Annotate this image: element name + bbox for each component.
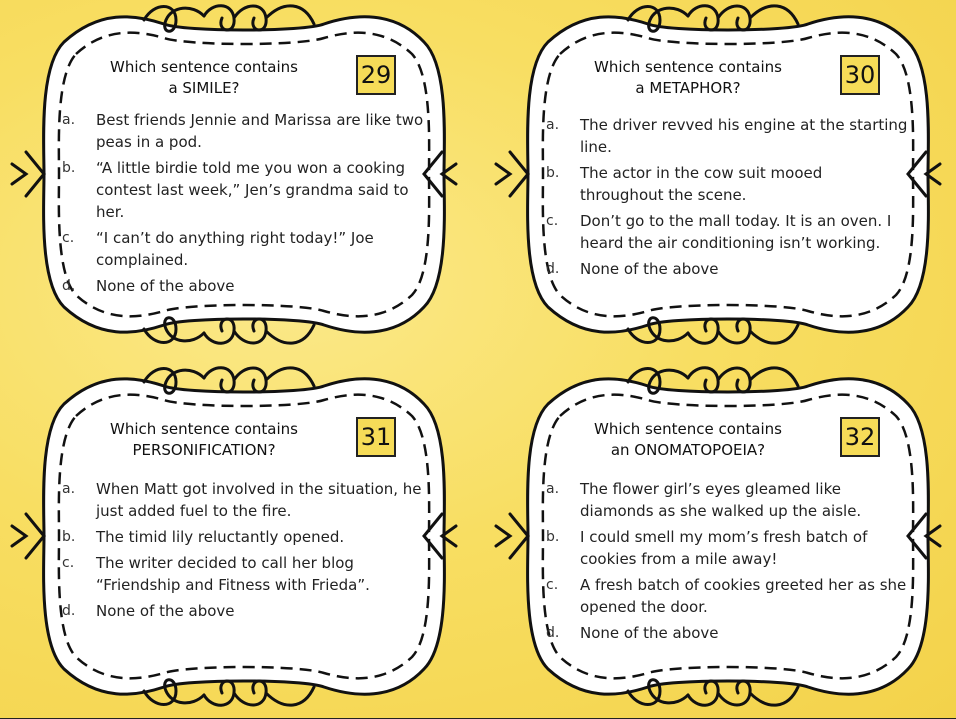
question-line: Which sentence contains — [110, 420, 298, 438]
option-c[interactable] — [44, 552, 424, 596]
option-letter: c. — [546, 577, 559, 593]
option-b[interactable] — [528, 526, 908, 570]
option-b[interactable] — [44, 526, 424, 548]
option-a[interactable] — [528, 114, 908, 158]
option-text: “I can’t do anything right today!” Joe complained. — [96, 229, 374, 269]
question-line: a METAPHOR? — [635, 79, 741, 97]
question-line: Which sentence contains — [594, 58, 782, 76]
option-text: None of the above — [580, 624, 719, 642]
option-text: I could smell my mom’s fresh batch of cookies from a mile away! — [580, 528, 868, 568]
task-card-31 — [4, 364, 464, 709]
question — [558, 419, 818, 461]
option-letter: c. — [546, 213, 559, 229]
option-letter: d. — [546, 625, 560, 641]
question-line: a SIMILE? — [168, 79, 240, 97]
option-a[interactable] — [44, 478, 424, 522]
option-d[interactable] — [44, 600, 424, 622]
answer-options — [44, 109, 424, 301]
option-letter: b. — [62, 160, 76, 176]
option-a[interactable] — [44, 109, 424, 153]
question — [74, 57, 334, 99]
option-text: Best friends Jennie and Marissa are like two peas in a pod. — [96, 111, 424, 151]
question-line: PERSONIFICATION? — [132, 441, 276, 459]
question-line: Which sentence contains — [110, 58, 298, 76]
answer-options — [44, 478, 424, 626]
option-text: The flower girl’s eyes gleamed like diamonds as she walked up the aisle. — [580, 480, 862, 520]
answer-options — [528, 114, 908, 284]
option-c[interactable] — [528, 210, 908, 254]
option-text: “A little birdie told me you won a cooking contest last week,” Jen’s grandma said to her. — [96, 159, 409, 221]
card-number: 32 — [840, 417, 880, 457]
option-letter: b. — [62, 529, 76, 545]
option-text: The actor in the cow suit mooed throughout the scene. — [580, 164, 823, 204]
task-card-32 — [488, 364, 948, 709]
option-text: When Matt got involved in the situation, he just added fuel to the fire. — [96, 480, 422, 520]
option-letter: a. — [546, 117, 560, 133]
option-letter: d. — [62, 278, 76, 294]
option-d[interactable] — [44, 275, 424, 297]
option-text: The writer decided to call her blog “Friendship and Fitness with Frieda”. — [96, 554, 370, 594]
option-text: The driver revved his engine at the starting line. — [580, 116, 908, 156]
option-letter: c. — [62, 230, 75, 246]
option-letter: d. — [62, 603, 76, 619]
option-text: None of the above — [96, 602, 235, 620]
option-letter: a. — [546, 481, 560, 497]
task-card-30 — [488, 2, 948, 347]
option-d[interactable] — [528, 622, 908, 644]
question-line: Which sentence contains — [594, 420, 782, 438]
option-letter: b. — [546, 529, 560, 545]
option-text: A fresh batch of cookies greeted her as she opened the door. — [580, 576, 907, 616]
option-text: The timid lily reluctantly opened. — [96, 528, 345, 546]
option-d[interactable] — [528, 258, 908, 280]
card-number: 30 — [840, 55, 880, 95]
card-number: 29 — [356, 55, 396, 95]
task-card-29 — [4, 2, 464, 347]
option-letter: d. — [546, 261, 560, 277]
card-number: 31 — [356, 417, 396, 457]
option-letter: a. — [62, 481, 76, 497]
answer-options — [528, 478, 908, 648]
option-a[interactable] — [528, 478, 908, 522]
option-letter: b. — [546, 165, 560, 181]
question — [74, 419, 334, 461]
option-text: Don’t go to the mall today. It is an oven. I heard the air conditioning isn’t working. — [580, 212, 892, 252]
option-b[interactable] — [528, 162, 908, 206]
option-letter: a. — [62, 112, 76, 128]
question — [558, 57, 818, 99]
question-line: an ONOMATOPOEIA? — [610, 441, 766, 459]
option-text: None of the above — [96, 277, 235, 295]
option-b[interactable] — [44, 157, 424, 223]
option-text: None of the above — [580, 260, 719, 278]
option-c[interactable] — [528, 574, 908, 618]
option-letter: c. — [62, 555, 75, 571]
option-c[interactable] — [44, 227, 424, 271]
